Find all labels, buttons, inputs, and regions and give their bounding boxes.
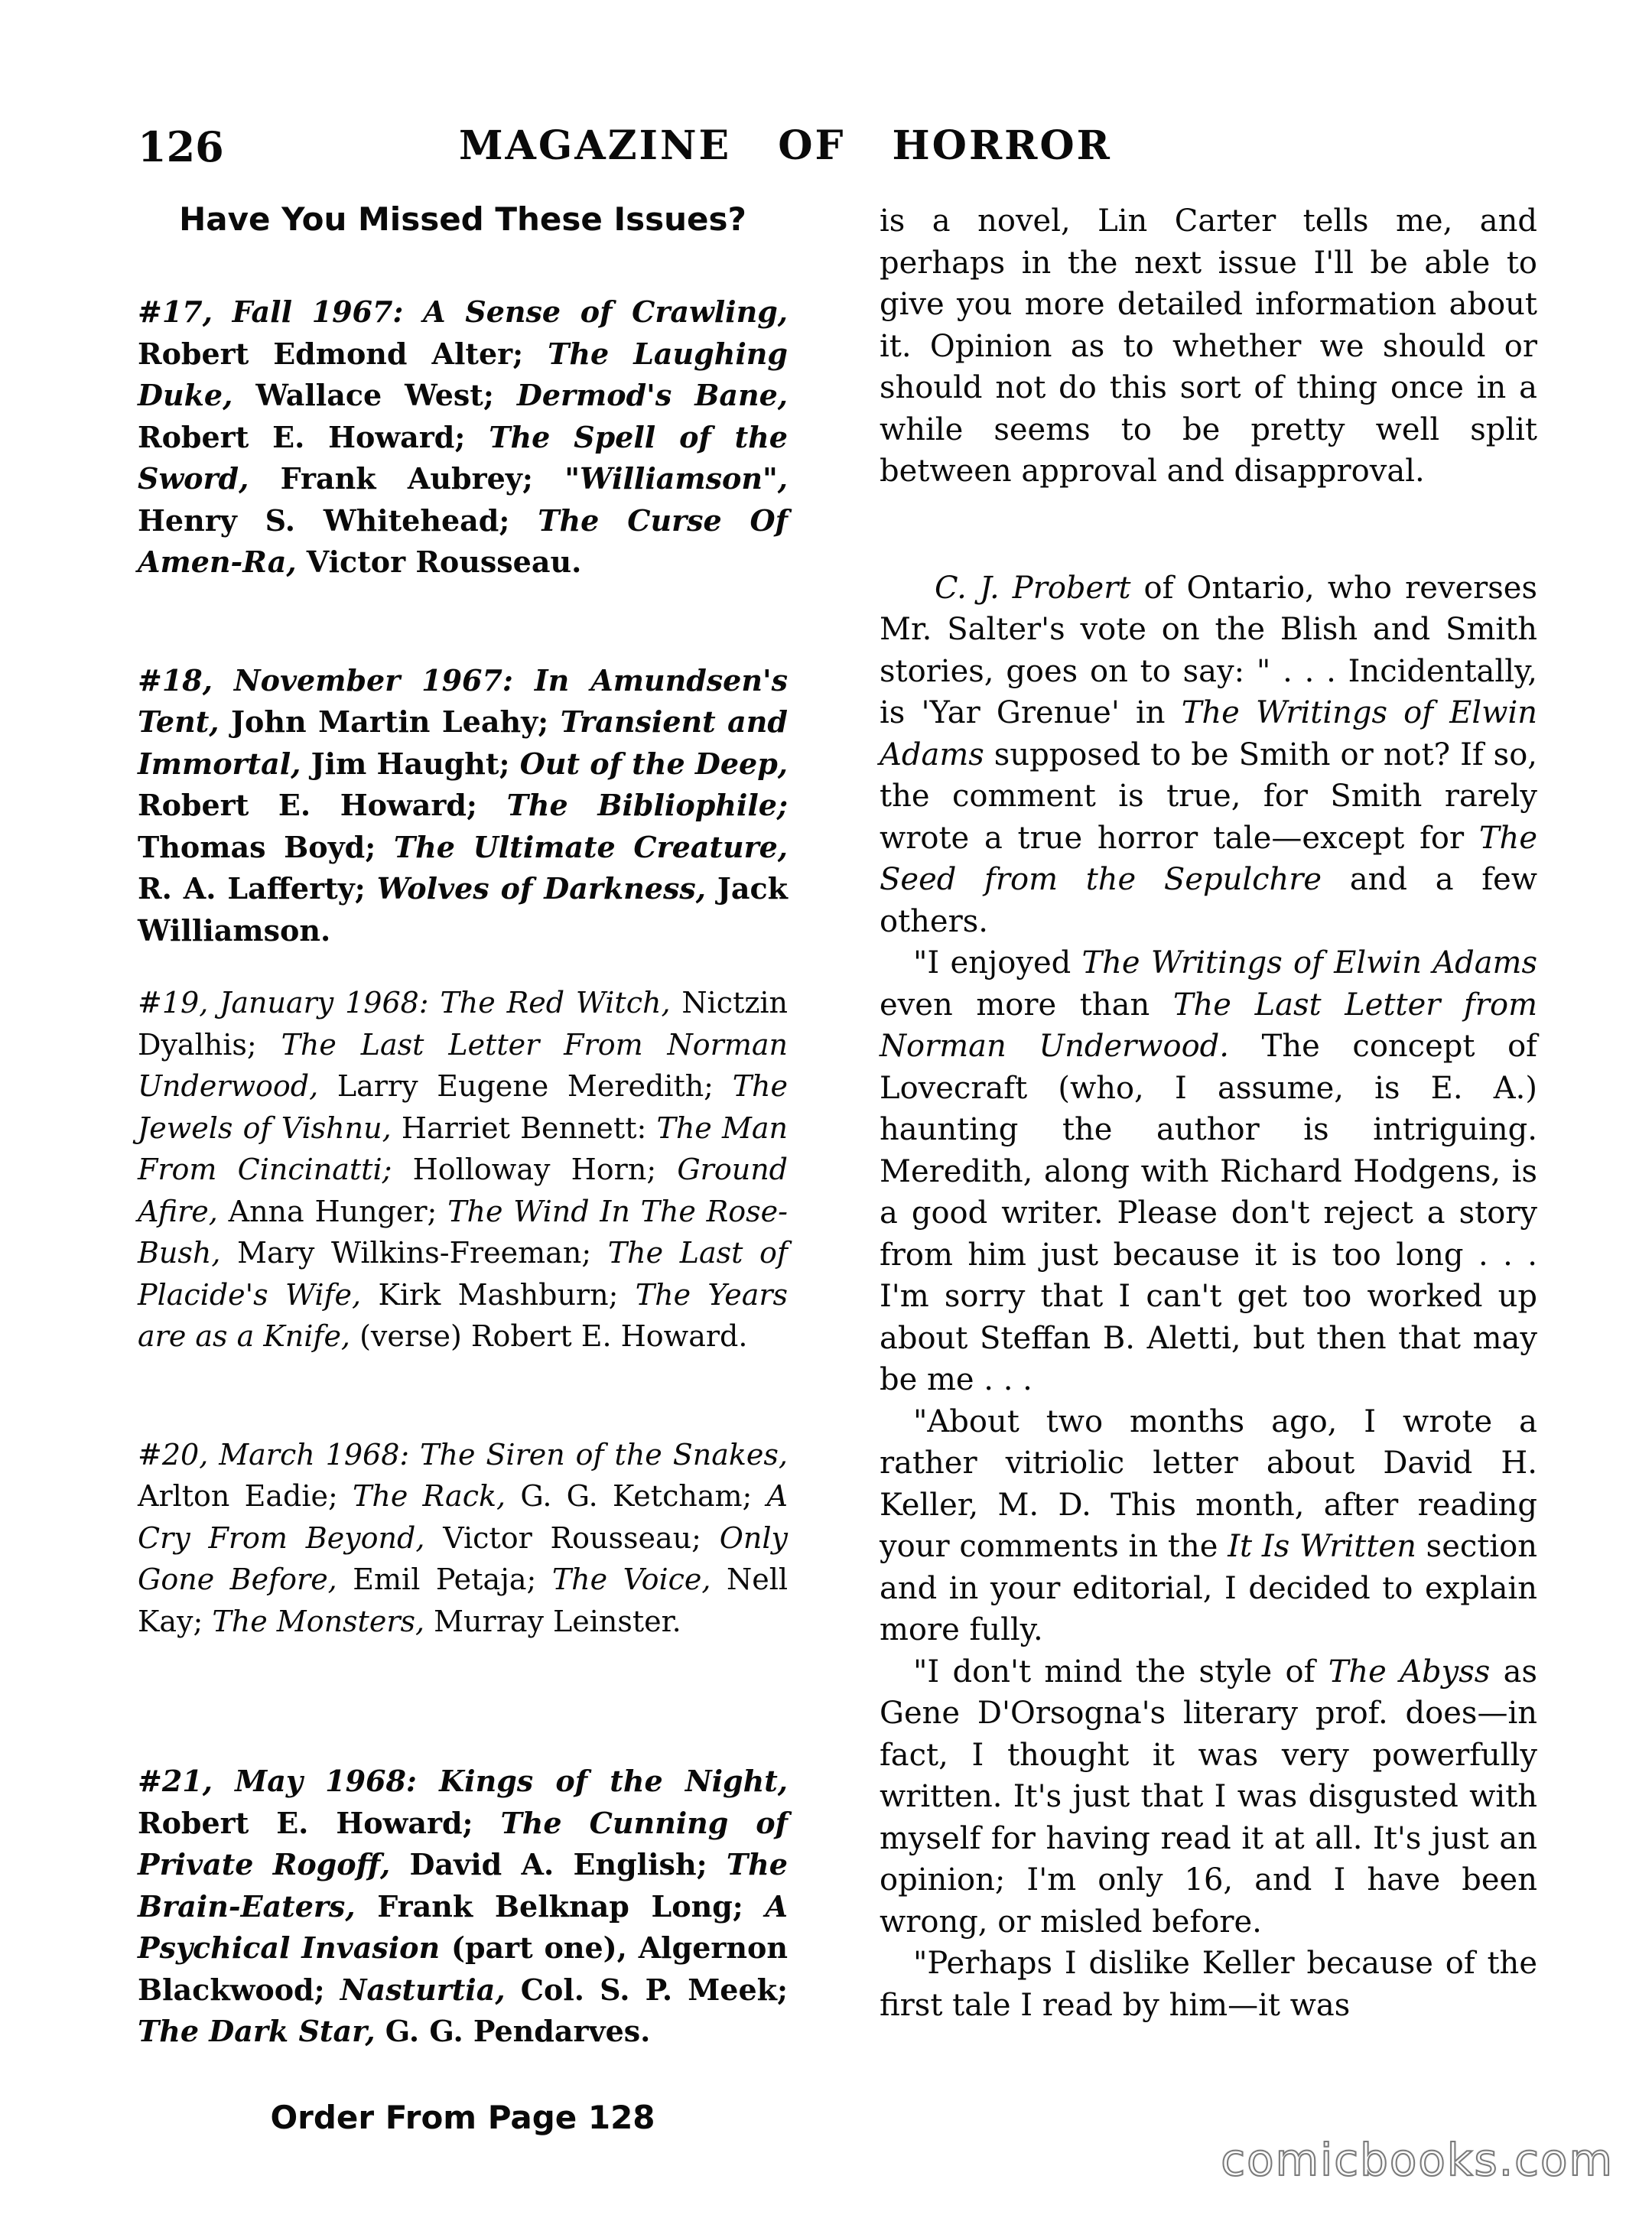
body-text: "Perhaps I dislike Keller because of the first tale I read by him—it was [880,1946,1537,2023]
story-title: The Curse Of Amen-Ra, [138,502,788,579]
author-text: Kirk Mashburn; [361,1277,636,1312]
issues-heading: Have You Missed These Issues? [179,200,746,238]
story-title: The Cunning of Private Rogoff, [138,1805,788,1881]
author-text: Holloway Horn; [392,1153,678,1186]
body-text: even more than [880,987,1173,1023]
letters-text [880,200,1537,2026]
body-text: and a few others. [880,862,1537,939]
story-title: Ground Afire, [138,1153,788,1228]
issue-entry [138,982,788,1358]
author-text: Thomas Boyd; [138,829,394,864]
author-text: David A. English; [390,1847,727,1881]
author-text: (part one), Algernon Blackwood; [138,1930,788,2007]
story-title: The Brain-Eaters, [138,1847,788,1924]
author-text: G. G. Ketcham; [506,1479,767,1513]
author-text: G. G. Pendarves. [375,2014,651,2048]
author-text: Victor Rousseau. [296,545,582,579]
story-title: Nasturtia, [340,1972,506,2007]
story-title: Out of the Deep, [519,746,788,781]
body-text: The concept of Lovecraft (who, I assume, is E. A.) haunting the author is intriguing. Meredith, along with Richard Hodgens, is a good writer. Please don't reject a story from him just because it is too long . . . I'm sorry that I can't get too worked up about Steffan B. Aletti, but then that may be me . . . [880,1029,1537,1397]
italic-text: The Writings of Elwin Adams [880,695,1538,772]
page-header [138,122,1132,184]
italic-text: C. J. Probert [935,570,1131,606]
letter-paragraph [880,942,1537,1401]
letter-paragraph [880,200,1537,493]
story-title: The Monsters, [212,1604,425,1638]
story-title: "Williamson", [564,461,788,496]
story-title: Only Gone Before, [138,1520,788,1596]
issue-entry [138,660,788,952]
story-title: #18, November 1967: In Amundsen's Tent, [138,662,788,739]
body-text: "About two months ago, I wrote a rather vitriolic letter about David H. Keller, M. D. This month, after reading your comments in the [880,1403,1537,1564]
author-text: Wallace West; [233,378,517,412]
order-notice: Order From Page 128 [270,2098,655,2136]
author-text: John Martin Leahy; [219,704,561,739]
story-title: #17, Fall 1967: A Sense of Crawling, [138,294,788,329]
italic-text: The Abyss [1328,1654,1491,1690]
right-column [880,200,1537,2026]
author-text: (verse) Robert E. Howard. [350,1319,748,1353]
body-text: of Ontario, who reverses Mr. Salter's vote on the Blish and Smith stories, goes on to say: " . . . Incidentally, is 'Yar Grenue' in [880,570,1537,730]
issue-entry [138,291,788,584]
story-title: Dermod's Bane, [516,378,788,412]
author-text: Henry S. Whitehead; [138,502,538,538]
story-title: The Last of Placide's Wife, [138,1236,788,1312]
story-title: The Last Letter From Norman Underwood, [138,1027,788,1103]
letter-paragraph [880,1651,1537,1943]
story-title: The Dark Star, [138,2014,376,2048]
story-title: #20, March 1968: The Siren of the Snakes, [138,1437,788,1472]
body-text: "I don't mind the style of [913,1654,1328,1690]
story-title: The Man From Cincinatti; [138,1111,789,1186]
author-text: Robert E. Howard; [138,788,507,822]
story-title: The Wind In The Rose-Bush, [138,1194,789,1270]
body-text: as Gene D'Orsogna's literary prof. does—in fact, I thought it was very powerfully written. It's just that I was disgusted with myself for having read it at all. It's just an opinion; I'm only 16, and I have been wrong, or misled before. [880,1654,1537,1940]
story-title: The Laughing Duke, [138,336,788,412]
italic-text: The Writings of Elwin Adams [1081,945,1537,981]
page-number: 126 [138,122,224,171]
body-text: section and in your editorial, I decided to explain more fully. [880,1529,1537,1647]
author-text: Larry Eugene Meredith; [318,1069,733,1103]
italic-text: The Seed from the Sepulchre [880,820,1537,897]
watermark: comicbooks.com [1221,2134,1614,2186]
story-title: Transient and Immortal, [138,704,788,781]
author-text: Jim Haught; [301,746,520,781]
author-text: Anna Hunger; [217,1194,448,1228]
story-title: The Voice, [551,1563,711,1596]
story-title: Wolves of Darkness, [376,871,706,906]
magazine-title: MAGAZINE OF HORROR [459,122,1112,169]
author-text: Frank Belknap Long; [355,1888,766,1924]
author-text: Col. S. P. Meek; [505,1972,789,2007]
author-text: Robert Edmond Alter; [138,336,548,371]
story-title: #21, May 1968: Kings of the Night, [138,1764,788,1798]
author-text: Victor Rousseau; [424,1520,720,1555]
story-title: The Years are as a Knife, [138,1277,789,1353]
story-title: The Bibliophile; [506,788,788,822]
italic-text: The Last Letter from Norman Underwood. [880,987,1537,1064]
author-text: R. A. Lafferty; [138,871,377,906]
story-title: The Jewels of Vishnu, [138,1069,788,1145]
letter-paragraph [880,1401,1537,1651]
author-text: Harriet Bennett: [391,1111,657,1145]
story-title: The Rack, [353,1479,506,1513]
author-text: Nictzin Dyalhis; [138,986,789,1062]
body-text: is a novel, Lin Carter tells me, and perhaps in the next issue I'll be able to give you more detailed information about it. Opinion as to whether we should or should not do this sort of thing once in a while seems to be pretty well split between approval and disapproval. [880,203,1537,489]
author-text: Frank Aubrey; [249,461,565,496]
body-text: supposed to be Smith or not? If so, the comment is true, for Smith rarely wrote a true horror tale—except for [880,737,1537,856]
issue-entry [138,1434,788,1643]
author-text: Murray Leinster. [424,1604,681,1638]
italic-text: It Is Written [1228,1529,1416,1564]
author-text: Robert E. Howard; [138,419,489,454]
story-title: #19, January 1968: The Red Witch, [138,986,671,1020]
story-title: The Ultimate Creature, [393,829,788,864]
author-text: Nell Kay; [138,1563,788,1638]
body-text: "I enjoyed [913,945,1082,981]
author-text: Robert E. Howard; [138,1805,501,1840]
story-title: A Cry From Beyond, [138,1479,788,1555]
issues-list [138,291,788,2053]
issue-entry [138,1761,788,2053]
author-text: Emil Petaja; [337,1563,552,1596]
story-title: A Psychical Invasion [138,1888,788,1965]
author-text: Jack Williamson. [138,871,788,948]
author-text: Arlton Eadie; [138,1479,353,1513]
letter-paragraph [880,568,1537,943]
author-text: Mary Wilkins-Freeman; [220,1236,608,1270]
left-column [138,200,788,2136]
letter-paragraph [880,1943,1537,2026]
story-title: The Spell of the Sword, [138,419,788,496]
